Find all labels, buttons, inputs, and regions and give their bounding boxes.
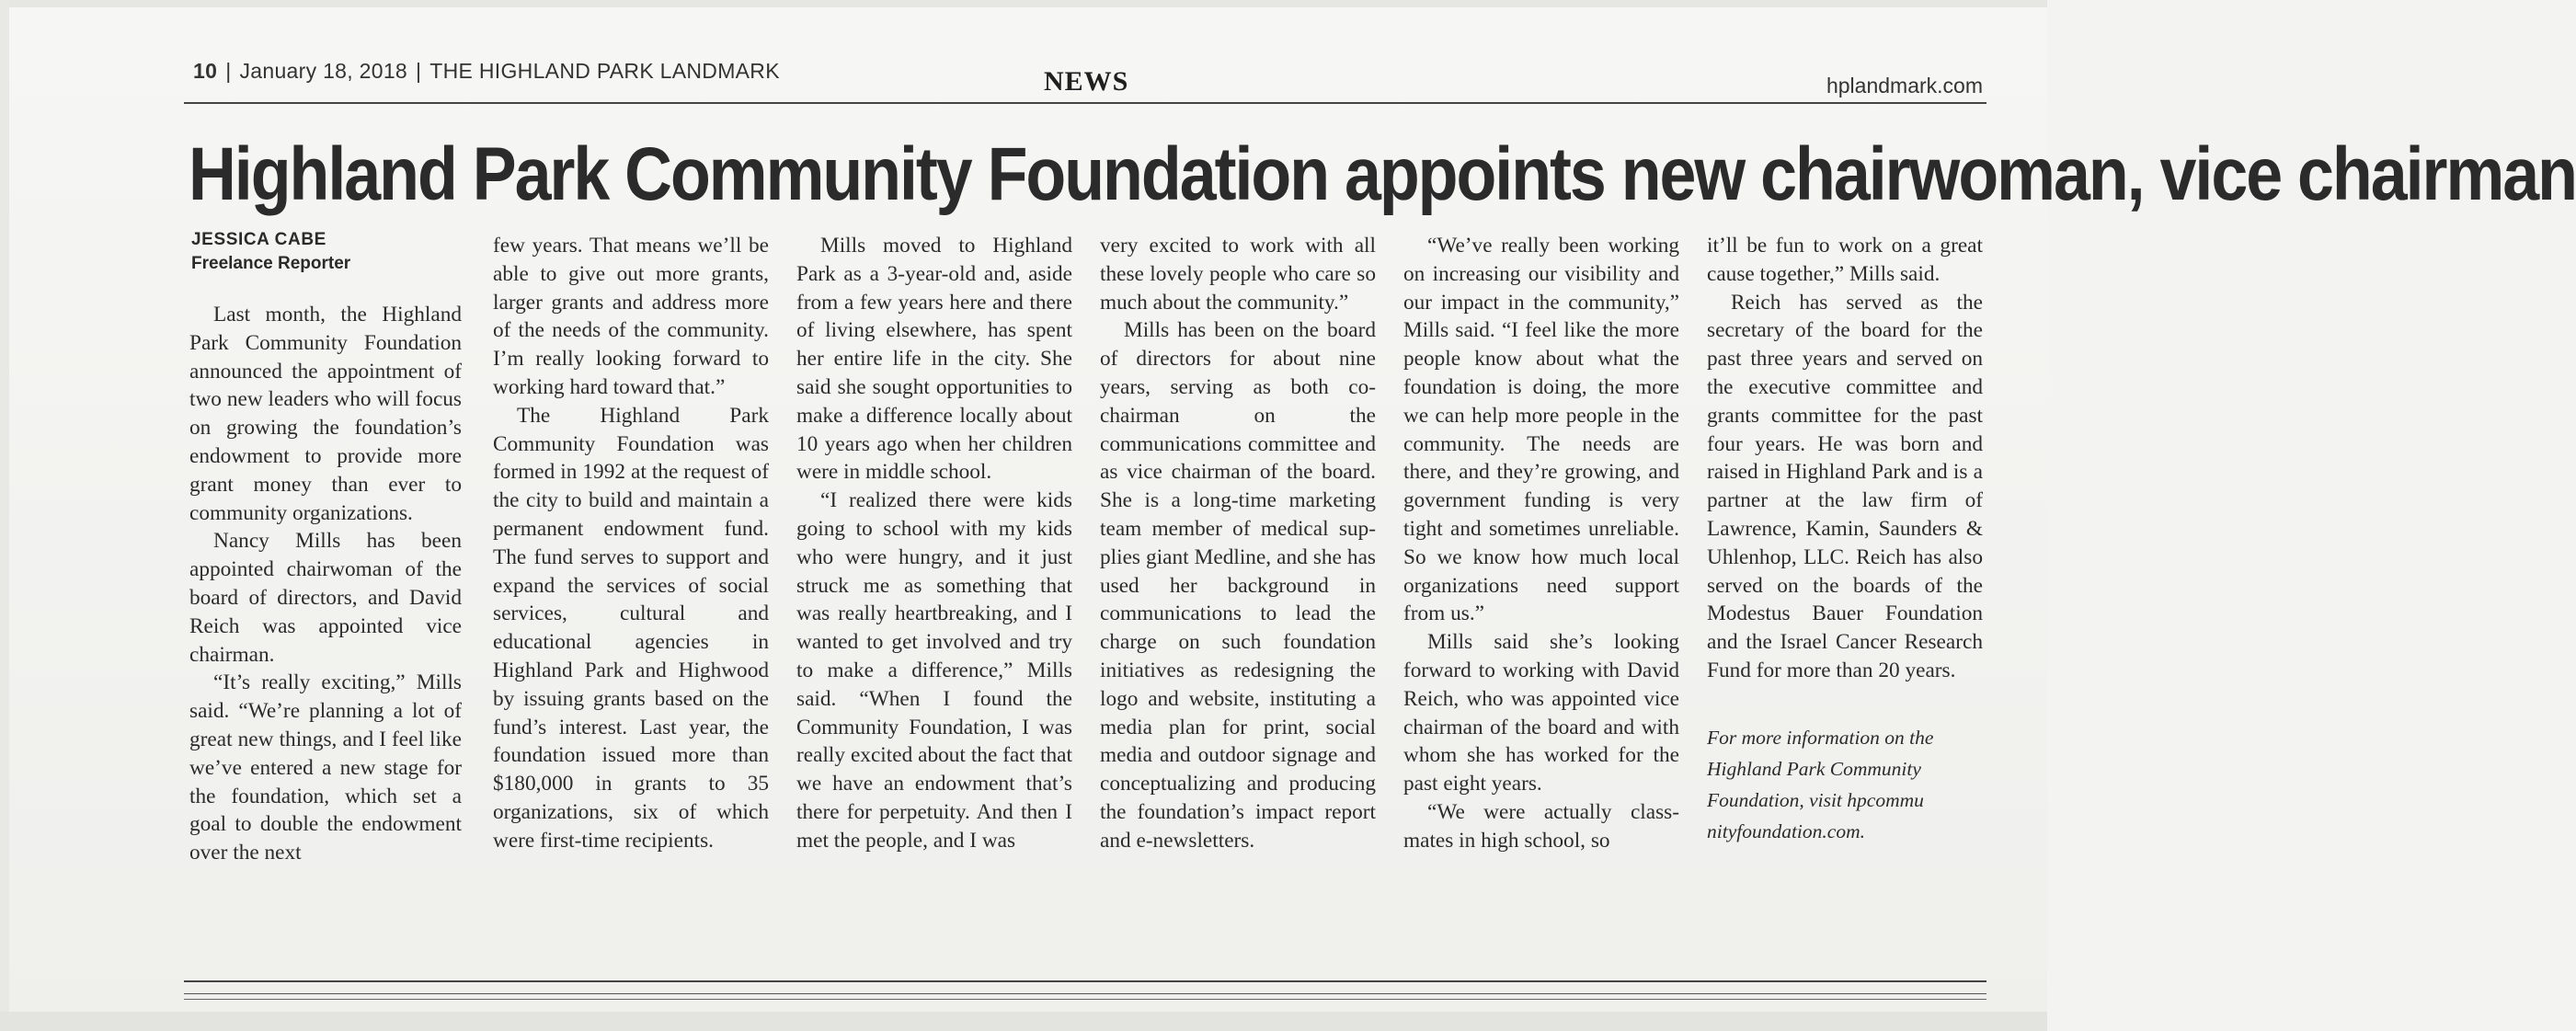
website-url: hplandmark.com	[1826, 74, 1983, 97]
footer-rule	[184, 999, 1986, 1000]
article-column-2	[493, 232, 769, 855]
paragraph: “We were actually classmates in high school, so	[1403, 799, 1679, 853]
paragraph: Last month, the Highland Park Community Foundation announced the appointment of two new leaders who will focus on growing the foundation’s endowment to provide more grant money than ever to community organizations.	[189, 303, 462, 525]
paragraph: The Highland Park Community Foundation was formed in 1992 at the request of the city to build and maintain a permanent endowment fund. The fund serves to support and expand the services of social services, cultural and educational agencies in Highland Park and Highwood by issuing grants based on the fund’s interest. Last year, the foundation issued more than $180,000 in grants to 35 organizations, six of which were first-time recipients.	[493, 403, 769, 853]
paragraph: Mills moved to Highland Park as a 3-year-old and, aside from a few years here and there of living elsewhere, has spent her entire life in the city. She said she sought opportunities to make a difference locally about 10 years ago when her children were in middle school.	[796, 234, 1072, 485]
scan-edge-top	[0, 0, 2047, 7]
folio-separator: |	[416, 59, 422, 83]
article-column-5	[1403, 232, 1679, 855]
article-column-4	[1100, 232, 1376, 855]
page-number: 10	[193, 59, 218, 83]
paragraph: Mills said she’s looking forward to working with David Reich, who was appointed vice chairman of the board and with whom she has worked for the past eight years.	[1403, 630, 1679, 796]
article-column-3	[796, 232, 1072, 855]
byline-name: JESSICA CABE	[191, 230, 326, 249]
paragraph: “We’ve really been working on increasing our visibility and our impact in the community,” Mills said. “I feel like the more people know about what the foundation is doing, the more we can help more people in the community. The needs are there, and they’re growing, and government funding is very tight and sometimes unreliable. So we know how much local organizations need support from us.”	[1403, 234, 1679, 626]
paragraph: very excited to work with all these lovely people who care so much about the community.”	[1100, 234, 1376, 315]
next-article-strip	[0, 1012, 2047, 1031]
byline	[191, 228, 467, 276]
issue-date: January 18, 2018	[239, 59, 408, 83]
publication-name: THE HIGHLAND PARK LANDMARK	[429, 59, 780, 83]
folio-separator: |	[225, 59, 232, 83]
scan-edge-left	[0, 0, 9, 1031]
article-footnote: For more information on the Highland Park Community Foundation, visit hpcommu nityfoundation.com.	[1707, 726, 1934, 842]
paragraph: Nancy Mills has been appointed chairwoman of the board of directors, and David Reich was appointed vice chairman.	[189, 529, 462, 667]
footer-rule	[184, 980, 1986, 982]
paragraph: “It’s really exciting,” Mills said. “We’re planning a lot of great new things, and I feel like we’ve entered a new stage for the foundation, which set a goal to double the endowment over the next	[189, 670, 462, 865]
footer-rule	[184, 993, 1986, 994]
folio-line	[193, 59, 780, 84]
article-headline: Highland Park Community Foundation appoints new chairwoman, vice chairman	[189, 132, 2576, 216]
paragraph: “I realized there were kids going to school with my kids who were hungry, and it just struck me as something that was really heartbreaking, and I wanted to get involved and try to make a difference,” Mills said. “When I found the Community Foundation, I was really excited about the fact that we have an endowment that’s there for perpetuity. And then I met the people, and I was	[796, 488, 1072, 853]
paragraph: Reich has served as the secretary of the board for the past three years and served on the executive committee and grants committee for the past four years. He was born and raised in Highland Park and is a partner at the law firm of Lawrence, Kamin, Saunders & Uhlenhop, LLC. Reich has also served on the boards of the Modestus Bauer Foundation and the Israel Cancer Research Fund for more than 20 years.	[1707, 290, 1983, 682]
header-rule	[184, 102, 1986, 104]
article-column-6	[1707, 232, 1983, 847]
article-column-1	[189, 301, 462, 867]
paragraph: Mills has been on the board of directors for about nine years, serving as both co-chairman on the communications committee and as vice chairman of the board. She is a long-time marketing team member of medical supplies giant Medline, and she has used her background in communications to lead the charge on such foundation initiatives as redesigning the logo and website, instituting a media plan for print, social media and outdoor signage and conceptualizing and producing the foundation’s impact report and e-newsletters.	[1100, 318, 1376, 853]
byline-role: Freelance Reporter	[191, 254, 351, 273]
paragraph: it’ll be fun to work on a great cause together,” Mills said.	[1707, 234, 1983, 286]
section-label: NEWS	[1044, 66, 1129, 97]
paragraph: few years. That means we’ll be able to give out more grants, larger grants and address more of the needs of the community. I’m really looking forward to working hard toward that.”	[493, 234, 769, 399]
